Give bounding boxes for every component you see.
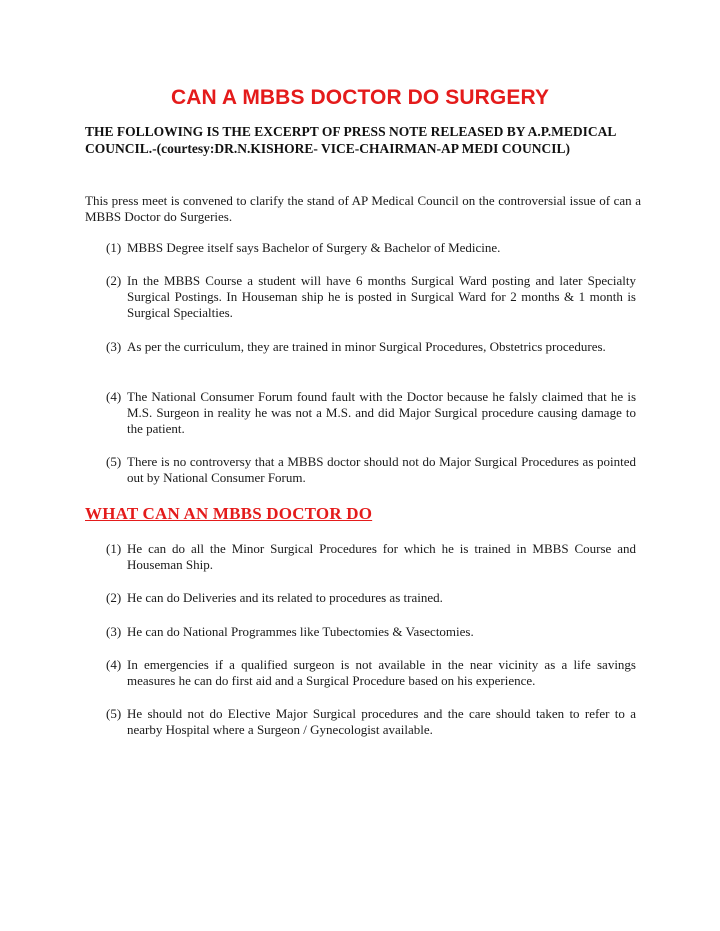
item-number: (1) xyxy=(106,541,122,556)
item-text: In the MBBS Course a student will have 6 months Surgical Ward posting and later Specialty Surgical Postings. In Houseman ship he is posted in Surgical Ward for 2 months & 1 month is Surgical Specialties. xyxy=(127,273,636,320)
item-text: He can do all the Minor Surgical Procedures for which he is trained in MBBS Course and Houseman Ship. xyxy=(127,541,636,572)
list-item xyxy=(106,389,636,437)
page-title: CAN A MBBS DOCTOR DO SURGERY xyxy=(170,86,550,109)
item-number: (5) xyxy=(106,454,122,469)
list-item xyxy=(106,706,636,738)
item-number: (3) xyxy=(106,339,122,354)
item-number: (1) xyxy=(106,240,122,255)
item-number: (4) xyxy=(106,657,122,672)
item-text: There is no controversy that a MBBS doctor should not do Major Surgical Procedures as pointed out by National Consumer Forum. xyxy=(127,454,636,485)
item-number: (2) xyxy=(106,273,122,288)
list-item xyxy=(106,590,636,606)
press-note-subheading: THE FOLLOWING IS THE EXCERPT OF PRESS NOTE RELEASED BY A.P.MEDICAL COUNCIL.-(courtesy:DR.N.KISHORE- VICE-CHAIRMAN-AP MEDI COUNCIL) xyxy=(85,124,616,156)
list-item xyxy=(106,240,636,256)
list-item xyxy=(106,454,636,486)
section-heading: WHAT CAN AN MBBS DOCTOR DO xyxy=(85,504,373,523)
list-item xyxy=(106,273,636,321)
item-text: He should not do Elective Major Surgical procedures and the care should taken to refer to a nearby Hospital where a Surgeon / Gynecologist available. xyxy=(127,706,636,737)
item-text: The National Consumer Forum found fault with the Doctor because he falsly claimed that he is M.S. Surgeon in reality he was not a M.S. and did Major Surgical procedure causing damage to the patient. xyxy=(127,389,636,436)
intro-paragraph: This press meet is convened to clarify the stand of AP Medical Council on the controversial issue of can a MBBS Doctor do Surgeries. xyxy=(85,193,641,224)
item-text: He can do Deliveries and its related to procedures as trained. xyxy=(127,590,443,605)
list-item xyxy=(106,541,636,573)
item-text: In emergencies if a qualified surgeon is not available in the near vicinity as a life savings measures he can do first aid and a Surgical Procedure based on his experience. xyxy=(127,657,636,688)
item-text: MBBS Degree itself says Bachelor of Surgery & Bachelor of Medicine. xyxy=(127,240,501,255)
item-text: He can do National Programmes like Tubectomies & Vasectomies. xyxy=(127,624,474,639)
item-number: (5) xyxy=(106,706,122,721)
item-number: (3) xyxy=(106,624,122,639)
item-text: As per the curriculum, they are trained in minor Surgical Procedures, Obstetrics procedures. xyxy=(127,339,606,354)
item-number: (4) xyxy=(106,389,122,404)
list-item xyxy=(106,657,636,689)
item-number: (2) xyxy=(106,590,122,605)
list-item xyxy=(106,339,636,355)
list-item xyxy=(106,624,636,640)
